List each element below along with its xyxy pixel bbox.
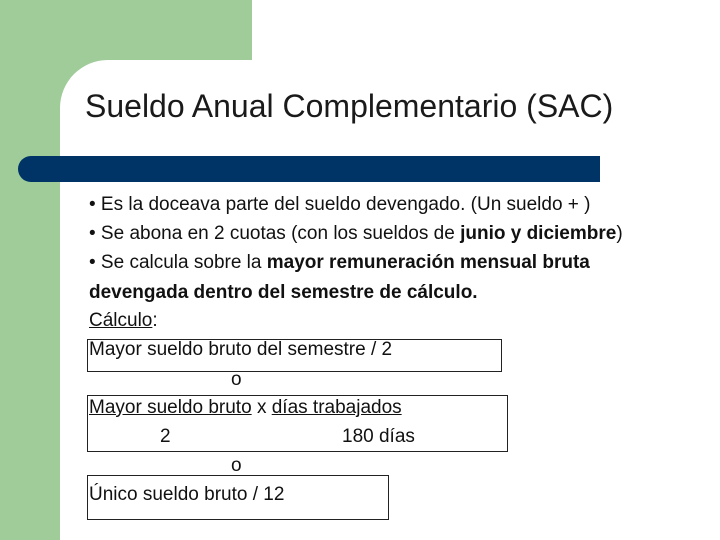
formula-option-1: Mayor sueldo bruto del semestre / 2	[89, 339, 393, 360]
formula-option-2-numerator	[89, 397, 402, 419]
bullet-3-continuation: devengada dentro del semestre de cálculo.	[89, 282, 478, 303]
multiply-sign: x	[256, 397, 267, 418]
bullet-2-close: )	[616, 223, 623, 244]
denominator-2: 180 días	[342, 426, 415, 447]
numerator-part-1: Mayor sueldo bruto	[89, 397, 252, 418]
calculo-heading	[89, 310, 158, 332]
bullet-3	[89, 252, 590, 274]
bullet-1: • Es la doceava parte del sueldo devengado. (Un sueldo + )	[89, 194, 591, 215]
bullet-2	[89, 223, 623, 245]
calculo-colon: :	[152, 310, 158, 331]
denominator-1: 2	[160, 426, 171, 447]
or-separator-2: o	[231, 455, 242, 476]
or-separator-1: o	[231, 369, 242, 390]
bullet-2-bold: junio y diciembre	[460, 223, 617, 244]
bullet-2-text: • Se abona en 2 cuotas (con los sueldos de	[89, 223, 461, 244]
numerator-part-2: días trabajados	[271, 397, 402, 418]
title-divider-bar	[18, 156, 600, 182]
slide-title: Sueldo Anual Complementario (SAC)	[85, 88, 614, 124]
bullet-3-text: • Se calcula sobre la	[89, 252, 267, 273]
calculo-label: Cálculo	[89, 310, 153, 331]
bullet-3-bold: mayor remuneración mensual bruta	[266, 252, 590, 273]
formula-option-3: Único sueldo bruto / 12	[89, 484, 285, 505]
